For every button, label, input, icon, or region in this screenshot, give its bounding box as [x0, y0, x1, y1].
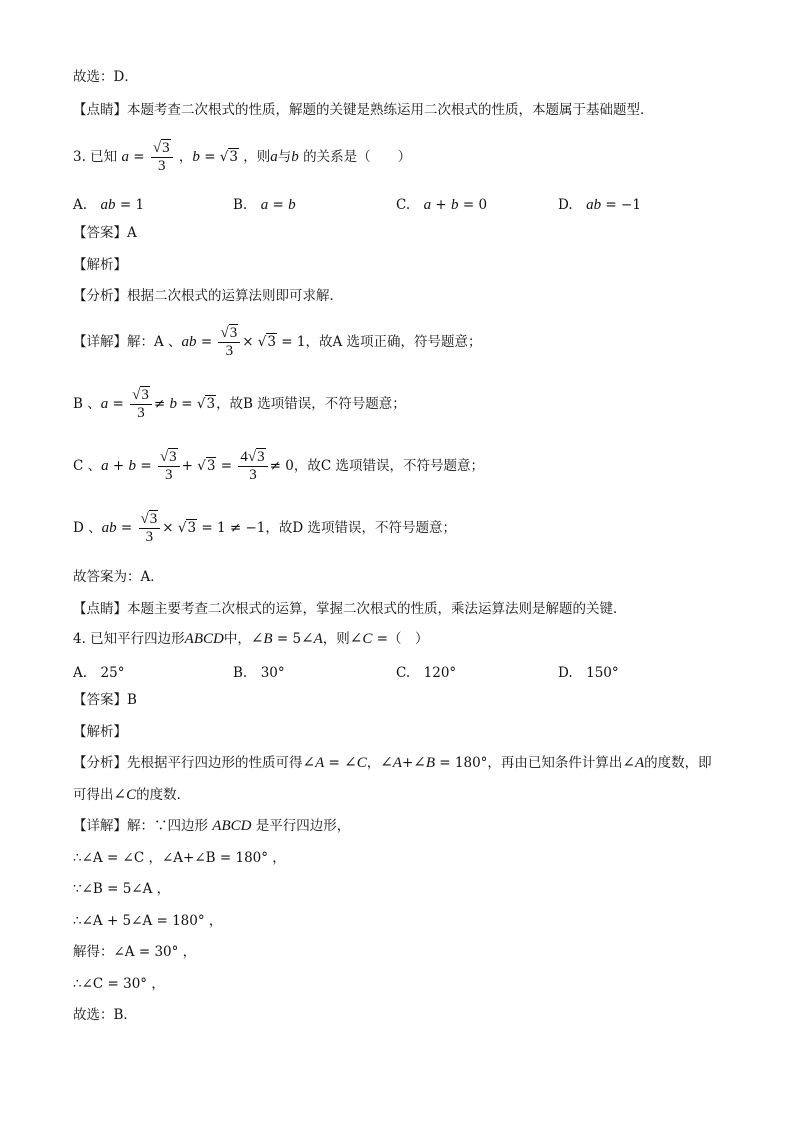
q3-analysis-heading: 【解析】: [73, 257, 127, 273]
q4-option-c: C. 120°: [396, 665, 457, 681]
q4-fenxi-line2: 可得出∠C的度数．: [73, 787, 191, 803]
q3-option-a: A. ab = 1: [73, 197, 145, 213]
question-3: 3. 已知 a = $\frac{√3}{3}$ ，b = √3 ，则a与b 的关系是（ ）: [73, 140, 412, 174]
q3-answer: 【答案】A: [73, 225, 137, 241]
q4-option-a: A. 25°: [73, 665, 125, 681]
q3-result: 故答案为：A．: [73, 569, 164, 585]
q4-detail-line7: 故选：B．: [73, 1007, 137, 1023]
q3-detail-b: B 、a = $\frac{√3}{3}$ ≠ b = √3，故B 选项错误，不符号题意；: [73, 387, 406, 421]
q4-fenxi-line1: 【分析】先根据平行四边形的性质可得∠A = ∠C，∠A+∠B = 180°，再由已知条件计算出∠A的度数，即: [73, 755, 712, 771]
q3-option-d: D. ab = −1: [558, 197, 641, 213]
q3-option-b: B. a = b: [233, 197, 296, 213]
q4-analysis-heading: 【解析】: [73, 724, 127, 740]
q3-detail-d: D 、ab = $\frac{√3}{3}$ × √3 = 1 ≠ −1，故D 选项错误，不符号题意；: [73, 511, 456, 545]
prev-comment: 【点睛】本题考查二次根式的性质，解题的关键是熟练运用二次根式的性质，本题属于基础题型．: [73, 102, 654, 118]
question-4: 4. 已知平行四边形ABCD中，∠B = 5∠A，则∠C =（ ）: [73, 631, 429, 647]
q4-detail-line6: ∴∠C = 30° ，: [73, 976, 165, 992]
q4-detail-line2: ∴∠A = ∠C ，∠A+∠B = 180° ，: [73, 850, 286, 866]
q4-answer: 【答案】B: [73, 692, 137, 708]
q4-option-d: D. 150°: [558, 665, 619, 681]
q4-detail-line5: 解得：∠A = 30° ，: [73, 944, 197, 960]
q4-detail-line3: ∵∠B = 5∠A ，: [73, 881, 171, 897]
q3-detail-a: 【详解】解：A 、ab = $\frac{√3}{3}$ × √3 = 1，故A 选项正确，符号题意；: [73, 325, 482, 359]
q3-option-c: C. a + b = 0: [396, 197, 488, 213]
q4-detail-line4: ∴∠A + 5∠A = 180° ，: [73, 913, 223, 929]
prev-answer: 故选：D．: [73, 69, 138, 85]
q3-detail-c: C 、a + b = $\frac{√3}{3}$ + √3 = $\frac{4√3}{3}$ ≠ 0，故C 选项错误，不符号题意；: [73, 449, 484, 483]
fraction: $\frac{√3}{3}$: [151, 140, 173, 175]
q4-option-b: B. 30°: [233, 665, 285, 681]
q3-fenxi: 【分析】根据二次根式的运算法则即可求解．: [73, 288, 343, 304]
q3-dianjing: 【点睛】本题主要考查二次根式的运算，掌握二次根式的性质，乘法运算法则是解题的关键．: [73, 601, 627, 617]
q4-detail-line1: 【详解】解：∵四边形 ABCD 是平行四边形，: [73, 818, 351, 834]
